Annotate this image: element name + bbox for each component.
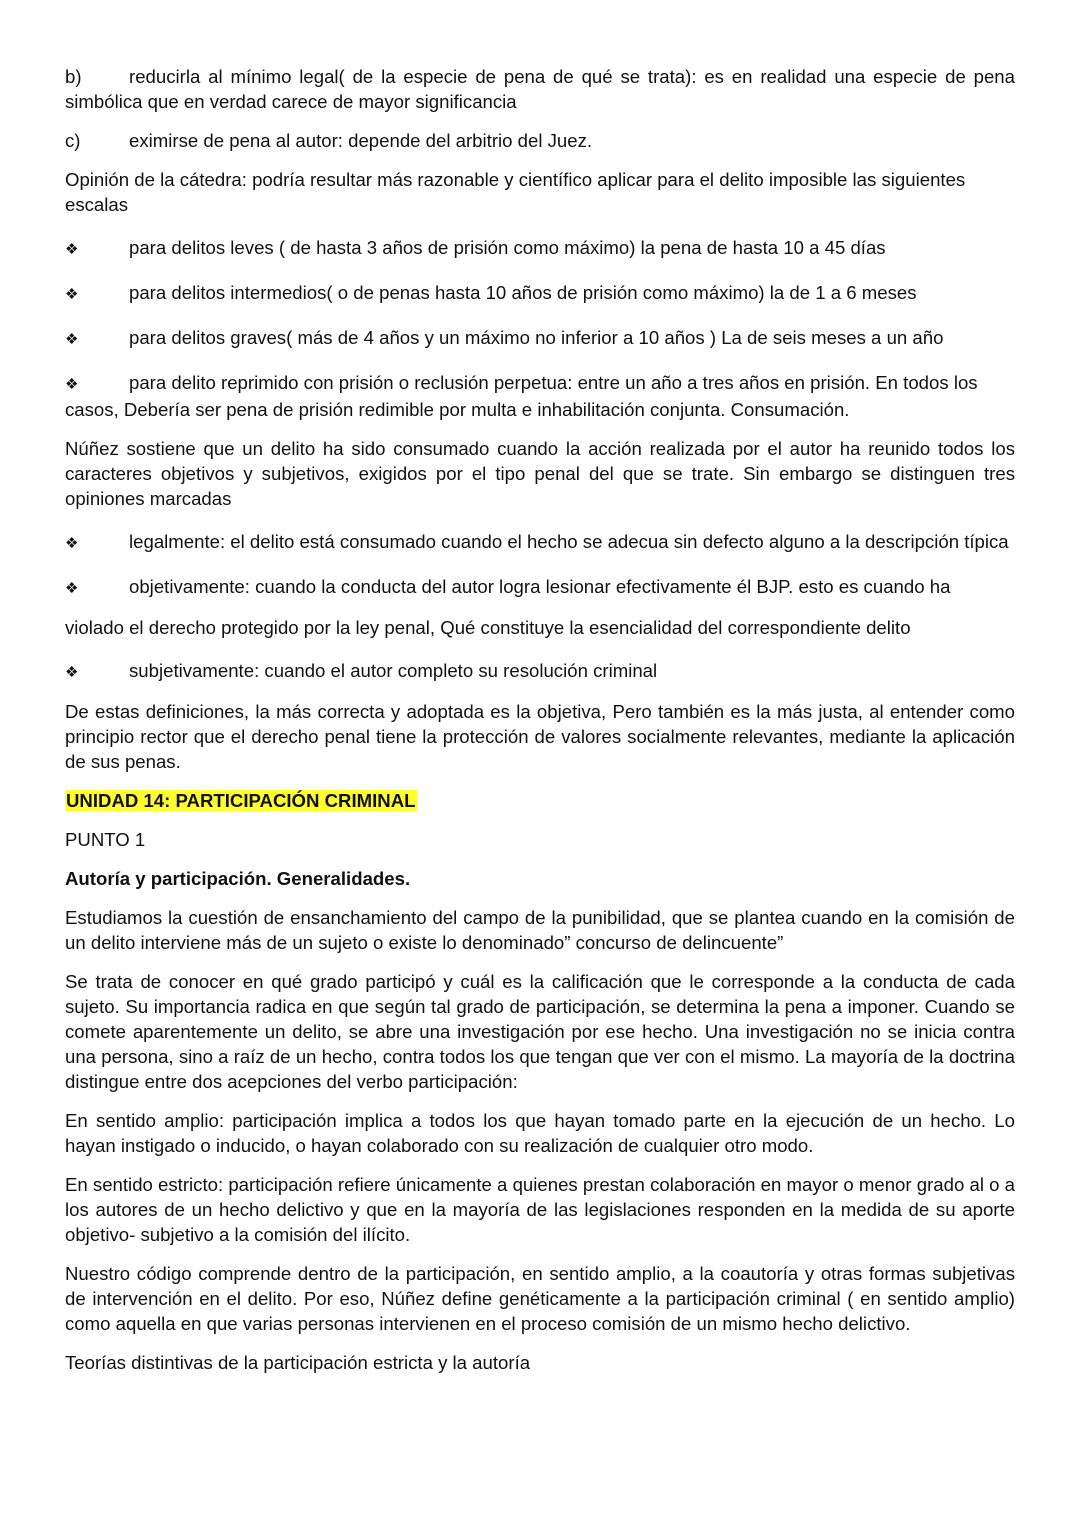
opinion-legal-text: legalmente: el delito está consumado cuando el hecho se adecua sin defecto alguno a la descripción típica xyxy=(129,531,1009,552)
scale-item xyxy=(65,280,1015,307)
scale-item xyxy=(65,235,1015,262)
opinion-legal xyxy=(65,529,1015,556)
item-b-label: b) xyxy=(65,66,82,87)
opinion-catedra: Opinión de la cátedra: podría resultar más razonable y científico aplicar para el delito imposible las siguientes escalas xyxy=(65,169,966,215)
item-c-text: eximirse de pena al autor: depende del arbitrio del Juez. xyxy=(129,130,593,151)
diamond-bullet-icon: ❖ xyxy=(65,376,79,393)
diamond-bullet-icon: ❖ xyxy=(65,535,79,552)
scale-text: para delitos intermedios( o de penas hasta 10 años de prisión como máximo) la de 1 a 6 meses xyxy=(129,282,917,303)
paragraph-conclusion: De estas definiciones, la más correcta y adoptada es la objetiva, Pero también es la más justa, al entender como principio rector que el derecho penal tiene la protección de valores socialmente relevantes, mediante la aplicación de sus penas. xyxy=(65,701,1015,772)
paragraph-teorias: Teorías distintivas de la participación estricta y la autoría xyxy=(65,1352,531,1373)
item-c-label: c) xyxy=(65,130,81,151)
punto-label: PUNTO 1 xyxy=(65,829,146,850)
scale-item xyxy=(65,325,1015,352)
opinion-objective-text: objetivamente: cuando la conducta del autor logra lesionar efectivamente él BJP. esto es cuando ha xyxy=(129,576,951,597)
paragraph-nunez-consumado: Núñez sostiene que un delito ha sido consumado cuando la acción realizada por el autor ha reunido todos los caracteres objetivos y subjetivos, exigidos por el tipo penal del que se trate. Sin embargo se distinguen tres opiniones marcadas xyxy=(65,438,1015,509)
document-page xyxy=(65,64,1015,1375)
scale-item xyxy=(65,370,1015,422)
paragraph-sentido-amplio: En sentido amplio: participación implica a todos los que hayan tomado parte en la ejecución de un hecho. Lo hayan instigado o inducido, o hayan colaborado con su realización de cualquier otro modo. xyxy=(65,1110,1015,1156)
diamond-bullet-icon: ❖ xyxy=(65,664,79,681)
opinion-subjective-text: subjetivamente: cuando el autor completo su resolución criminal xyxy=(129,660,658,681)
scale-text: para delitos leves ( de hasta 3 años de prisión como máximo) la pena de hasta 10 a 45 días xyxy=(129,237,886,258)
paragraph-se-trata: Se trata de conocer en qué grado participó y cuál es la calificación que le corresponde a la conducta de cada sujeto. Su importancia radica en que según tal grado de participación, se determina la pena a imponer. Cuando se comete aparentemente un delito, se abre una investigación por ese hecho. Una investigación no se inicia contra una persona, sino a raíz de un hecho, contra todos los que tengan que ver con el mismo. La mayoría de la doctrina distingue entre dos acepciones del verbo participación: xyxy=(65,971,1015,1092)
diamond-bullet-icon: ❖ xyxy=(65,580,79,597)
opinion-objective xyxy=(65,574,1015,601)
unit-heading-text: UNIDAD 14: PARTICIPACIÓN CRIMINAL xyxy=(66,790,416,811)
item-b xyxy=(65,64,1015,114)
section-title: Autoría y participación. Generalidades. xyxy=(65,868,411,889)
scale-text: para delito reprimido con prisión o reclusión perpetua: entre un año a tres años en prisión. En todos los casos, Debería ser pena de prisión redimible por multa e inhabilitación conjunta. Consumación. xyxy=(65,372,978,420)
paragraph-sentido-estricto: En sentido estricto: participación refiere únicamente a quienes prestan colaboración en mayor o menor grado al o a los autores de un hecho delictivo y que en la mayoría de las legislaciones responden en la medida de su aporte objetivo- subjetivo a la comisión del ilícito. xyxy=(65,1174,1015,1245)
unit-heading xyxy=(65,788,1015,813)
opinion-objective-continuation: violado el derecho protegido por la ley penal, Qué constituye la esencialidad del correspondiente delito xyxy=(65,617,911,638)
opinion-subjective xyxy=(65,658,1015,685)
diamond-bullet-icon: ❖ xyxy=(65,241,79,258)
scale-text: para delitos graves( más de 4 años y un máximo no inferior a 10 años ) La de seis meses a un año xyxy=(129,327,944,348)
item-b-text: reducirla al mínimo legal( de la especie de pena de qué se trata): es en realidad una especie de pena simbólica que en verdad carece de mayor significancia xyxy=(65,66,1015,112)
paragraph-codigo: Nuestro código comprende dentro de la participación, en sentido amplio, a la coautoría y otras formas subjetivas de intervención en el delito. Por eso, Núñez define genéticamente a la participación criminal ( en sentido amplio) como aquella en que varias personas intervienen en el proceso comisión de un mismo hecho delictivo. xyxy=(65,1263,1015,1334)
paragraph-estudiamos: Estudiamos la cuestión de ensanchamiento del campo de la punibilidad, que se plantea cuando en la comisión de un delito interviene más de un sujeto o existe lo denominado” concurso de delincuente” xyxy=(65,907,1015,953)
item-c xyxy=(65,128,1015,153)
diamond-bullet-icon: ❖ xyxy=(65,286,79,303)
diamond-bullet-icon: ❖ xyxy=(65,331,79,348)
